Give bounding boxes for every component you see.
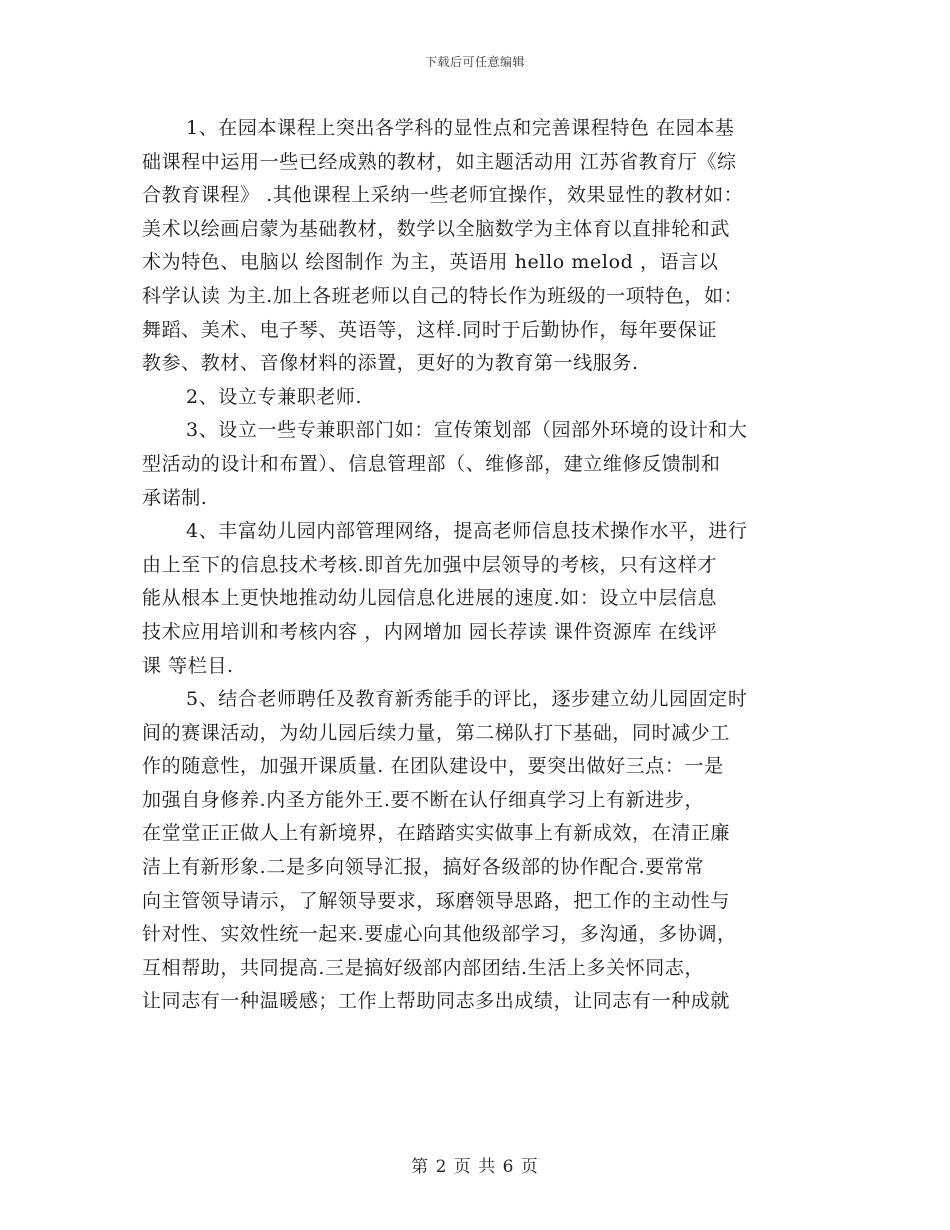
paragraph-line: 向主管领导请示，了解领导要求，琢磨领导思路，把工作的主动性与 — [142, 889, 731, 912]
paragraph-line: 互相帮助，共同提高.三是搞好级部内部团结.生活上多关怀同志， — [142, 956, 705, 979]
paragraph-first-line: 3、设立一些专兼职部门如：宣传策划部（园部外环境的设计和大 — [186, 419, 748, 442]
paragraph-line: 让同志有一种温暖感；工作上帮助同志多出成绩，让同志有一种成就 — [142, 990, 731, 1013]
paragraph-line: 在堂堂正正做人上有新境界，在踏踏实实做事上有新成效，在清正廉 — [142, 822, 731, 845]
paragraph-line: 科学认读 为主.加上各班老师以自己的特长作为班级的一项特色，如： — [142, 284, 744, 307]
paragraph-line: 合教育课程》 .其他课程上采纳一些老师宜操作，效果显性的教材如： — [142, 184, 744, 207]
page-header: 下载后可任意编辑 — [424, 55, 525, 69]
paragraph-line: 术为特色、电脑以 绘图制作 为主，英语用 hello melod ，语言以 — [142, 251, 719, 274]
paragraph-line: 承诺制. — [142, 486, 208, 509]
paragraph-line: 由上至下的信息技术考核.即首先加强中层领导的考核，只有这样才 — [142, 553, 718, 576]
paragraph-first-line: 1、在园本课程上突出各学科的显性点和完善课程特色 在园本基 — [186, 117, 735, 139]
paragraph-line: 间的赛课活动，为幼儿园后续力量，第二梯队打下基础，同时减少工 — [142, 721, 731, 744]
paragraph-first-line: 2、设立专兼职老师. — [186, 385, 363, 408]
paragraph-first-line: 4、丰富幼儿园内部管理网络，提高老师信息技术操作水平，进行 — [186, 520, 748, 543]
paragraph-line: 洁上有新形象.二是多向领导汇报，搞好各级部的协作配合.要常常 — [142, 856, 705, 879]
paragraph-line: 础课程中运用一些已经成熟的教材，如主题活动用 江苏省教育厅《综 — [142, 150, 737, 173]
paragraph-line: 作的随意性，加强开课质量. 在团队建设中，要突出做好三点：一是 — [142, 755, 724, 778]
page-number-footer: 第 2 页 共 6 页 — [411, 1157, 539, 1177]
paragraph-line: 能从根本上更快地推动幼儿园信息化进展的速度.如：设立中层信息 — [142, 587, 718, 610]
paragraph-line: 美术以绘画启蒙为基础教材，数学以全脑数学为主体育以直排轮和武 — [142, 217, 731, 240]
paragraph-first-line: 5、结合老师聘任及教育新秀能手的评比，逐步建立幼儿园固定时 — [186, 688, 748, 711]
paragraph-line: 课 等栏目. — [142, 654, 234, 677]
document-body — [142, 112, 822, 1019]
paragraph-line: 舞蹈、美术、电子琴、英语等，这样.同时于后勤协作，每年要保证 — [142, 318, 718, 341]
paragraph-line: 加强自身修养.内圣方能外王.要不断在认仔细真学习上有新进步， — [142, 788, 705, 811]
paragraph-line: 教参、教材、音像材料的添置，更好的为教育第一线服务. — [142, 352, 639, 375]
paragraph-line: 针对性、实效性统一起来.要虚心向其他级部学习，多沟通，多协调， — [142, 923, 737, 946]
paragraph-line: 技术应用培训和考核内容 ，内网增加 园长荐读 课件资源库 在线评 — [142, 620, 718, 643]
paragraph-line: 型活动的设计和布置）、信息管理部（、维修部，建立维修反馈制和 — [142, 452, 721, 475]
